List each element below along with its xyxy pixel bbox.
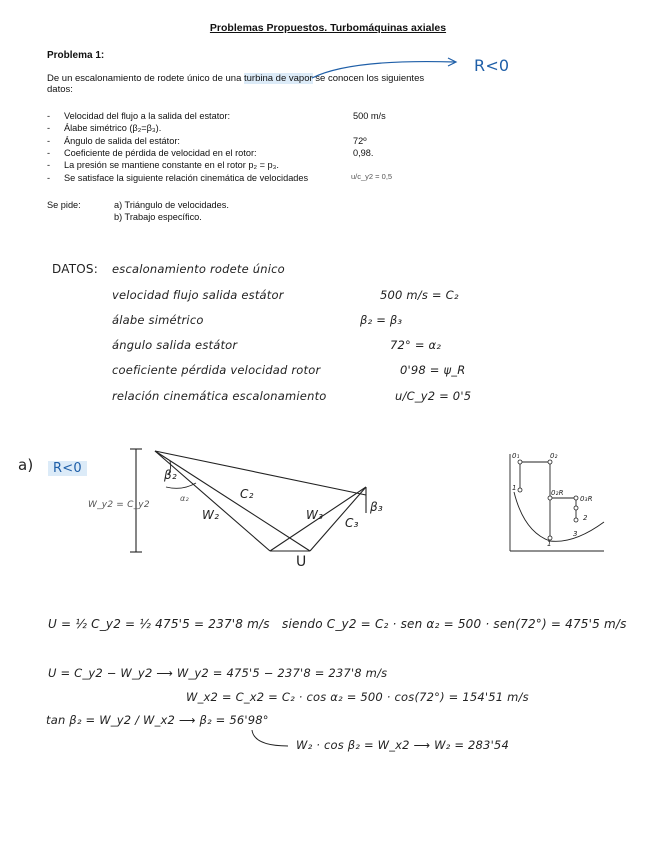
data-item-value: u/c_y2 = 0,5 xyxy=(351,172,393,181)
intro-text-1: De un escalonamiento de rodete único de una xyxy=(47,73,244,84)
ask-item: b) Trabajo específico. xyxy=(114,212,202,222)
label-beta2: β₂ xyxy=(164,468,177,482)
data-item: - Se satisface la siguiente relación cinemática de velocidades xyxy=(47,173,309,183)
label-wy2-cy2: W_y2 = C_y2 xyxy=(88,500,150,510)
data-item: - Coeficiente de pérdida de velocidad en el rotor: xyxy=(47,148,257,158)
equation-cy2: siendo C_y2 = C₂ · sen α₂ = 500 · sen(72°) = 475'5 m/s xyxy=(282,617,627,631)
annotation-r-negative: R<0 xyxy=(474,56,510,75)
datos-row-value: 0'98 = ψ_R xyxy=(400,363,466,377)
datos-row-value: u/C_y2 = 0'5 xyxy=(395,389,472,403)
datos-row-value: 500 m/s = C₂ xyxy=(380,288,459,302)
asks-label: Se pide: xyxy=(47,200,81,210)
hs-label: 0₁ xyxy=(512,452,520,460)
label-c3: C₃ xyxy=(345,516,359,530)
label-w2: W₂ xyxy=(202,508,220,522)
data-item-value: 0,98. xyxy=(353,148,374,158)
datos-label: DATOS: xyxy=(52,262,98,276)
data-item-value: 500 m/s xyxy=(353,111,386,121)
intro-highlight: turbina de vapor xyxy=(244,73,313,84)
label-beta3: β₃ xyxy=(370,500,383,514)
equation-wy2: U = C_y2 − W_y2 ⟶ W_y2 = 475'5 − 237'8 = 237'8 m/s xyxy=(48,666,388,680)
equation-wx2: W_x2 = C_x2 = C₂ · cos α₂ = 500 · cos(72°) = 154'51 m/s xyxy=(186,690,529,704)
data-item-value: 72º xyxy=(353,136,367,146)
hs-label: 2 xyxy=(583,514,588,522)
datos-row-value: β₂ = β₃ xyxy=(360,313,403,327)
label-u: U xyxy=(296,554,307,570)
page-title: Problemas Propuestos. Turbomáquinas axiales xyxy=(209,22,447,34)
hs-label: 1 xyxy=(547,540,552,548)
datos-row-text: ángulo salida estátor xyxy=(112,338,238,352)
data-item: - Velocidad del flujo a la salida del estator: xyxy=(47,111,230,121)
hs-label: 0₂R xyxy=(551,489,564,497)
datos-row-text: coeficiente pérdida velocidad rotor xyxy=(112,363,321,377)
velocity-triangle-diagram xyxy=(130,445,390,575)
datos-row-value: 72° = α₂ xyxy=(390,338,442,352)
datos-row-text: relación cinemática escalonamiento xyxy=(112,389,327,403)
intro-text-2: se conocen los siguientes datos: xyxy=(47,73,425,95)
datos-row-text: velocidad flujo salida estátor xyxy=(112,288,284,302)
datos-row-text: escalonamiento rodete único xyxy=(112,262,285,276)
equation-w2: W₂ · cos β₂ = W_x2 ⟶ W₂ = 283'54 xyxy=(296,738,509,752)
datos-row-text: álabe simétrico xyxy=(112,313,204,327)
hook-arrow xyxy=(248,728,298,752)
equation-beta2: tan β₂ = W_y2 / W_x2 ⟶ β₂ = 56'98° xyxy=(46,713,269,727)
hs-label: 3 xyxy=(573,530,578,538)
hs-label: 0₂ xyxy=(550,452,558,460)
data-item: - La presión se mantiene constante en el rotor p₂ = p₃. xyxy=(47,160,279,170)
problem-label: Problema 1: xyxy=(47,50,105,61)
ask-item: a) Triángulo de velocidades. xyxy=(114,200,229,210)
part-a-r-negative: R<0 xyxy=(48,461,87,476)
data-item: - Álabe simétrico (β₂=β₃). xyxy=(47,123,162,133)
hs-label: 0₃R xyxy=(580,495,593,503)
data-item: - Ángulo de salida del estátor: xyxy=(47,136,180,146)
label-c2: C₂ xyxy=(240,487,254,501)
label-w3: W₃ xyxy=(306,508,324,522)
hs-label: 1 xyxy=(512,484,517,492)
label-alpha2: α₂ xyxy=(180,494,189,503)
h-s-diagram xyxy=(504,452,608,556)
part-a-label: a) xyxy=(18,456,34,474)
equation-u: U = ½ C_y2 = ½ 475'5 = 237'8 m/s xyxy=(48,617,270,631)
